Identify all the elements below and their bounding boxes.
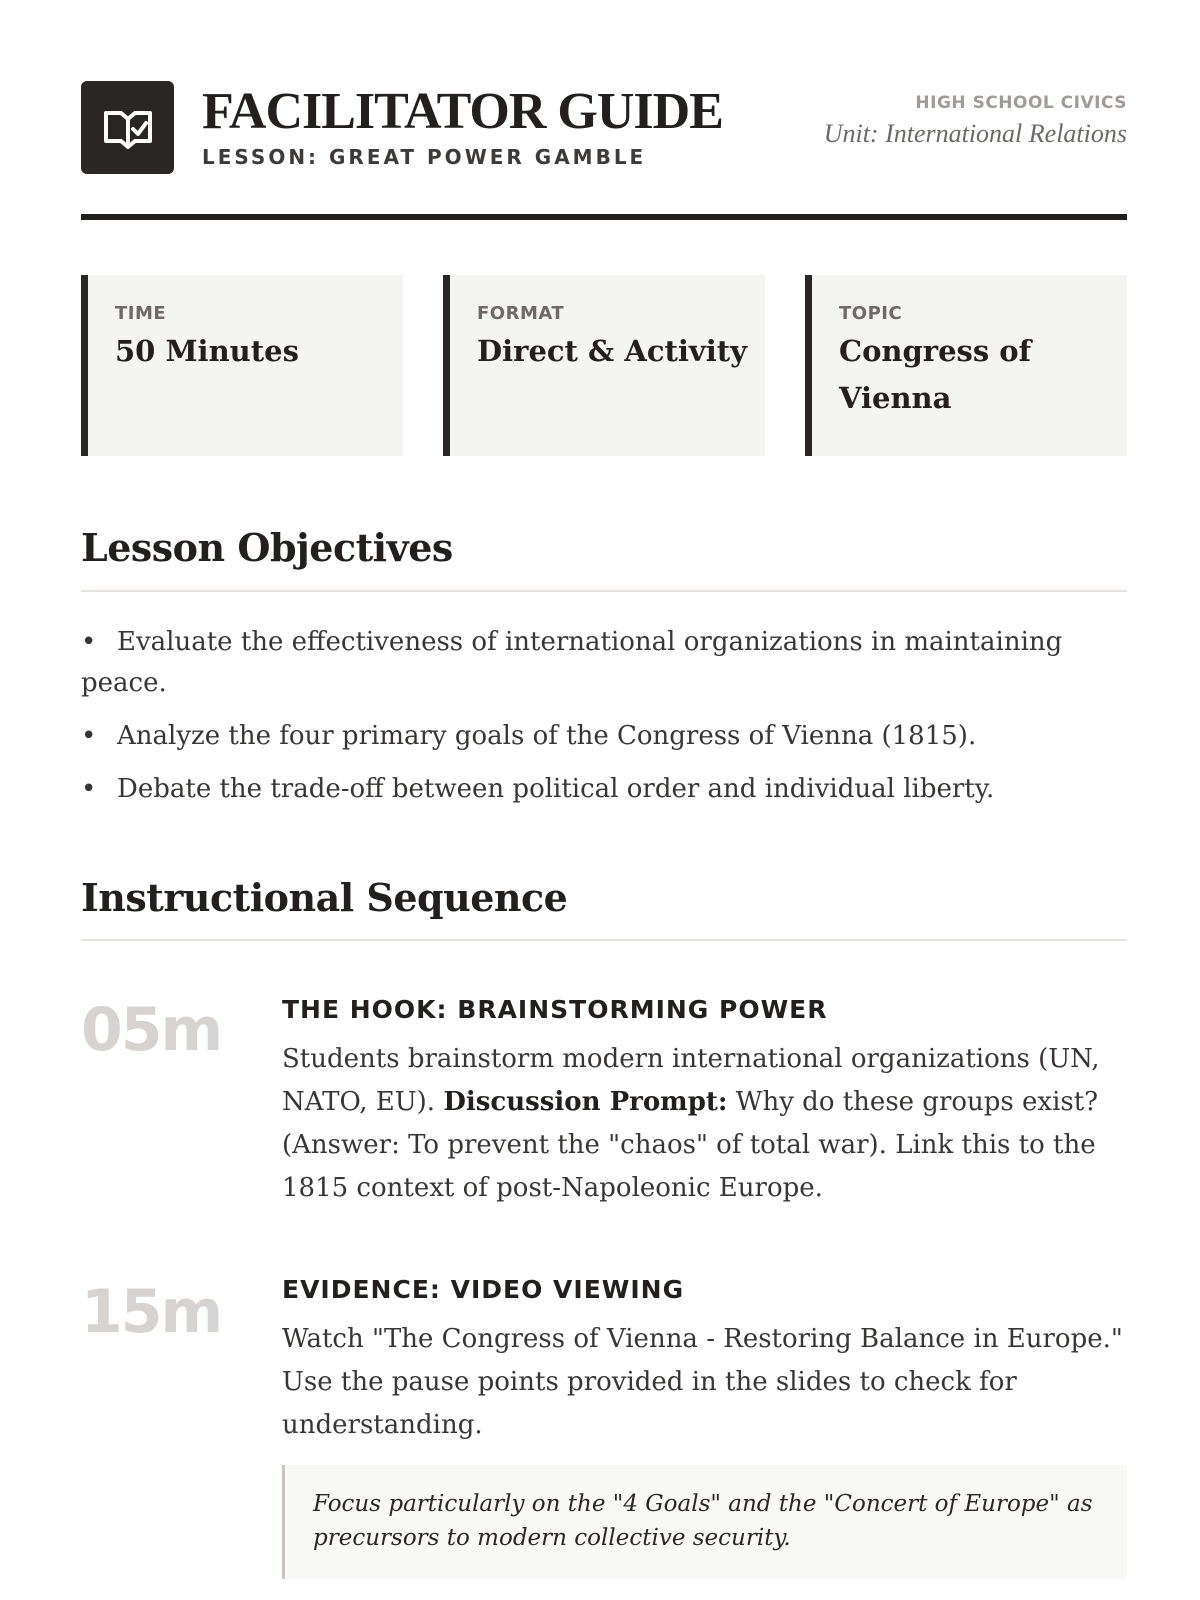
objectives-divider (81, 590, 1127, 592)
list-item: • Evaluate the effectiveness of international organizations in maintaining peace. (81, 627, 1063, 698)
step-duration: 15m (81, 1277, 222, 1347)
card-label: FORMAT (477, 303, 565, 324)
topic-card (805, 275, 1127, 456)
format-card (443, 275, 765, 456)
objectives-heading: Lesson Objectives (81, 525, 453, 570)
step-duration: 05m (81, 995, 222, 1065)
lesson-subtitle: LESSON: GREAT POWER GAMBLE (202, 145, 647, 169)
book-check-icon (81, 81, 174, 174)
card-value: Direct & Activity (477, 334, 748, 368)
header (81, 81, 1127, 221)
callout-note: Focus particularly on the "4 Goals" and the "Concert of Europe" as precursors to modern collective security. (282, 1465, 1127, 1579)
card-label: TOPIC (839, 303, 903, 324)
step-description: Watch "The Congress of Vienna - Restoring Balance in Europe." Use the pause points provided in the slides to check for understanding. (282, 1324, 1123, 1440)
card-label: TIME (115, 303, 167, 324)
header-divider (81, 214, 1127, 220)
card-value: 50 Minutes (115, 334, 299, 368)
objectives-list (81, 622, 1127, 822)
sequence-divider (81, 939, 1127, 941)
guide-page (81, 0, 1127, 1600)
step-title: EVIDENCE: VIDEO VIEWING (282, 1275, 685, 1304)
time-card (81, 275, 403, 456)
sequence-heading: Instructional Sequence (81, 875, 568, 920)
unit-label: Unit: International Relations (823, 119, 1127, 148)
discussion-prompt-label: Discussion Prompt: (443, 1087, 728, 1117)
list-item: • Debate the trade-off between political order and individual liberty. (81, 774, 995, 804)
course-label: HIGH SCHOOL CIVICS (915, 93, 1127, 113)
list-item: • Analyze the four primary goals of the Congress of Vienna (1815). (81, 721, 977, 751)
info-cards (81, 275, 1127, 456)
card-value: Congress of Vienna (839, 334, 1032, 415)
step-title: THE HOOK: BRAINSTORMING POWER (282, 995, 828, 1024)
page-title: FACILITATOR GUIDE (202, 83, 723, 140)
step-description: Students brainstorm modern international organizations (UN, NATO, EU). Discussion Prompt: Why do these groups exist? (Answer: To prevent the "chaos" of total war). Link this to the 1815 context of post-Napoleonic Europe. (282, 1044, 1100, 1203)
